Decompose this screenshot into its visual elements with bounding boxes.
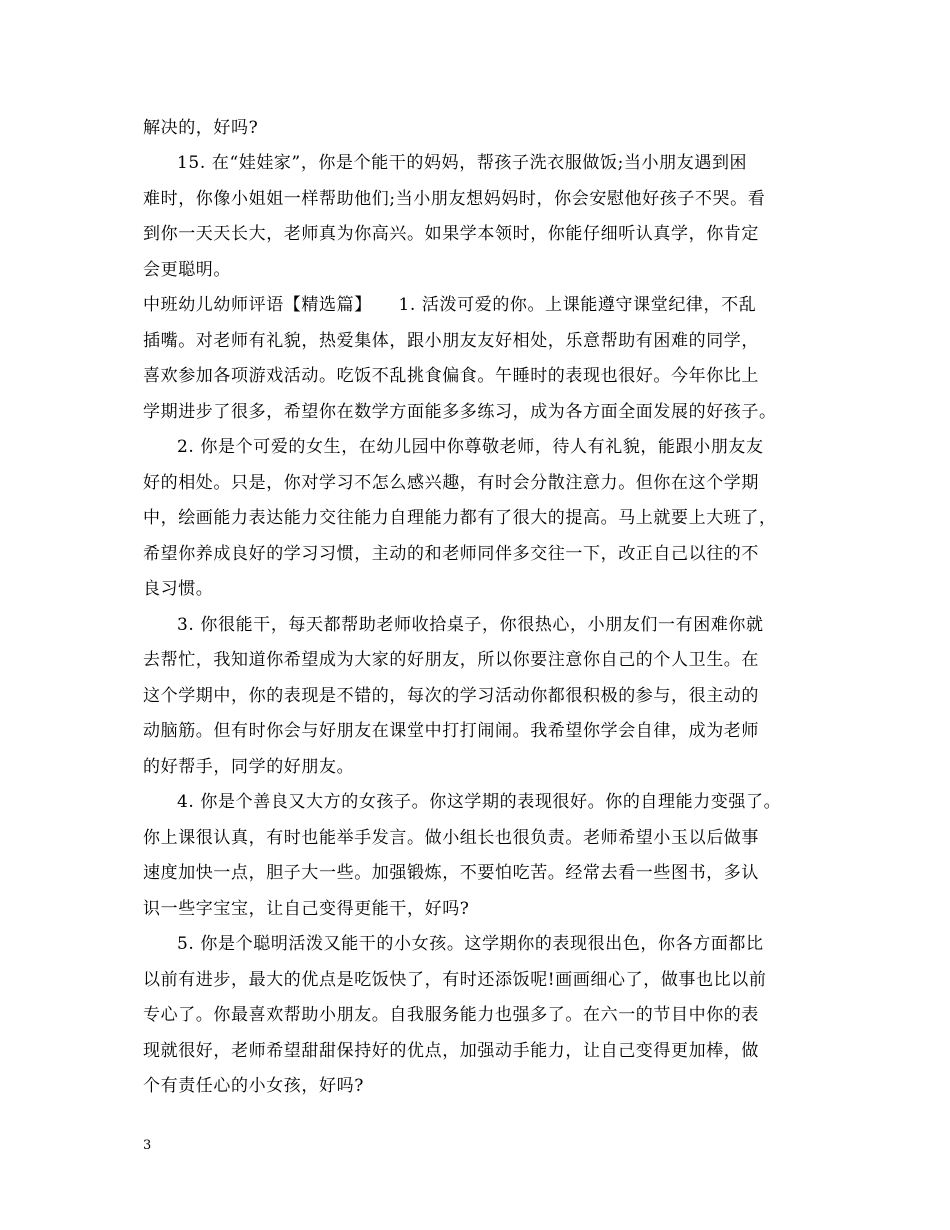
section-heading-line: 中班幼儿幼师评语【精选篇】 1. 活泼可爱的你。上课能遵守课堂纪律，不乱: [143, 295, 757, 315]
text-line: 识一些字宝宝，让自己变得更能干，好吗?: [143, 899, 470, 919]
text-line: 2. 你是个可爱的女生，在幼儿园中你尊敬老师，待人有礼貌，能跟小朋友友: [177, 437, 764, 457]
text-line: 喜欢参加各项游戏活动。吃饭不乱挑食偏食。午睡时的表现也很好。今年你比上: [143, 366, 759, 386]
text-line: 以前有进步，最大的优点是吃饭快了，有时还添饭呢!画画细心了，做事也比以前: [143, 970, 767, 990]
text-line: 动脑筋。但有时你会与好朋友在课堂中打打闹闹。我希望你学会自律，成为老师: [143, 721, 759, 741]
text-line: 4. 你是个善良又大方的女孩子。你这学期的表现很好。你的自理能力变强了。: [177, 792, 782, 812]
text-line: 插嘴。对老师有礼貌，热爱集体，跟小朋友友好相处，乐意帮助有困难的同学，: [143, 331, 759, 351]
text-line: 希望你养成良好的学习习惯，主动的和老师同伴多交往一下，改正自己以往的不: [143, 544, 759, 564]
text-line: 中，绘画能力表达能力交往能力自理能力都有了很大的提高。马上就要上大班了，: [143, 508, 777, 528]
text-line: 你上课很认真，有时也能举手发言。做小组长也很负责。老师希望小玉以后做事: [143, 828, 759, 848]
text-line: 15. 在“娃娃家”，你是个能干的妈妈，帮孩子洗衣服做饭;当小朋友遇到困: [177, 153, 748, 173]
text-line: 5. 你是个聪明活泼又能干的小女孩。这学期你的表现很出色，你各方面都比: [177, 934, 764, 954]
text-line: 到你一天天长大，老师真为你高兴。如果学本领时，你能仔细听认真学，你肯定: [143, 224, 759, 244]
text-line: 个有责任心的小女孩，好吗?: [143, 1076, 364, 1096]
text-line: 好的相处。只是，你对学习不怎么感兴趣，有时会分散注意力。但你在这个学期: [143, 473, 759, 493]
text-line: 速度加快一点，胆子大一些。加强锻炼，不要怕吃苦。经常去看一些图书，多认: [143, 863, 759, 883]
text-line: 这个学期中，你的表现是不错的，每次的学习活动你都很积极的参与，很主动的: [143, 686, 759, 706]
text-line: 难时，你像小姐姐一样帮助他们;当小朋友想妈妈时，你会安慰他好孩子不哭。看: [143, 189, 766, 209]
text-line: 解决的，好吗?: [143, 118, 259, 138]
text-line: 的好帮手，同学的好朋友。: [143, 757, 355, 777]
text-line: 会更聪明。: [143, 260, 231, 280]
text-line: 去帮忙，我知道你希望成为大家的好朋友，所以你要注意你自己的个人卫生。在: [143, 650, 759, 670]
page-number: 3: [143, 1138, 152, 1153]
text-line: 3. 你很能干，每天都帮助老师收拾桌子，你很热心，小朋友们一有困难你就: [177, 615, 764, 635]
text-line: 良习惯。: [143, 579, 214, 599]
text-line: 现就很好，老师希望甜甜保持好的优点，加强动手能力，让自己变得更加棒，做: [143, 1041, 759, 1061]
text-line: 专心了。你最喜欢帮助小朋友。自我服务能力也强多了。在六一的节目中你的表: [143, 1005, 759, 1025]
text-line: 学期进步了很多，希望你在数学方面能多多练习，成为各方面全面发展的好孩子。: [143, 402, 777, 422]
